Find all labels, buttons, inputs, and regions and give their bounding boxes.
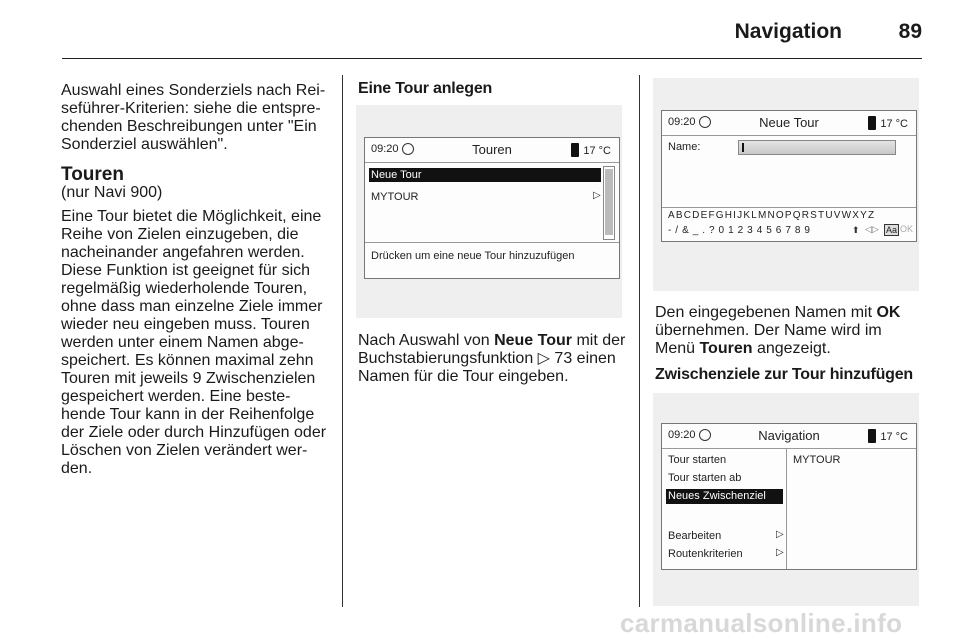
screen-temperature: 17 °C (868, 116, 908, 130)
ok-key: OK (900, 224, 914, 234)
page-title: Navigation (734, 20, 842, 43)
screen-scrollbar (603, 166, 615, 240)
menu-item-routenkriterien: Routenkriterien (668, 548, 743, 560)
phone-icon (868, 429, 876, 443)
body-text: Eine Tour bietet die Möglichkeit, eine Reihe von Zielen einzugeben, die nacheinander angefahren werden. Diese Funktion ist geeignet für sich regelmäßig wiederholende Touren, ohne dass man einzelne Ziele immer wieder neu eingeben muss. Touren werden unter einem Namen abgespeichert. Es können maximal zehn Touren mit jeweils 9 Zwischenzielen gespeichert werden. Eine bestehende Tour kann in der Reihenfolge der Ziele oder durch Hinzufügen oder Löschen von Zielen verändert werden. (61, 208, 327, 477)
page-header (62, 18, 922, 59)
screen-image-touren (356, 105, 622, 318)
middle-column (358, 80, 628, 98)
section-heading-touren: Touren (61, 164, 124, 185)
name-input-field (738, 140, 896, 155)
left-column (61, 82, 329, 478)
tour-name-label: MYTOUR (793, 454, 841, 466)
intro-text: Auswahl eines Sonderziels nach Reiseführer-Kriterien: siehe die entsprechenden Beschreibungen unter "Ein Sonderziel auswählen". (61, 82, 326, 153)
chevron-right-icon: ▷ (593, 190, 601, 201)
menu-item-neues-zwischenziel: Neues Zwischenziel (668, 490, 766, 502)
screen-navigation (661, 423, 917, 570)
menu-item-tour-starten-ab: Tour starten ab (668, 472, 742, 484)
right-text-block (655, 304, 921, 384)
column-divider (639, 75, 640, 607)
screen-neue-tour (661, 110, 917, 242)
right-paragraph: Den eingegebenen Namen mit OK übernehmen. Der Name wird im Menü Touren angezeigt. (655, 304, 901, 357)
watermark: carmanualsonline.info (620, 608, 903, 638)
menu-item-tour-starten: Tour starten (668, 454, 727, 466)
chevron-right-icon: ▷ (776, 547, 784, 558)
cursor-arrows-icon: ◁▷ (865, 224, 879, 234)
screen-status-bar (365, 138, 619, 163)
page-number: 89 (898, 20, 922, 43)
screen-temperature: 17 °C (868, 429, 908, 443)
screen-touren (364, 137, 620, 279)
column-divider (342, 75, 343, 607)
screen-hint-text: Drücken um eine neue Tour hinzuzufügen (371, 250, 575, 262)
screen-image-navigation (653, 393, 919, 606)
phone-icon (868, 116, 876, 130)
subheading-eine-tour-anlegen: Eine Tour anlegen (358, 80, 493, 97)
up-arrow-icon: ⬆ (852, 225, 860, 235)
screen-title: Navigation (758, 428, 820, 443)
keyboard-symbols-row: - / & _ . ? 0 1 2 3 4 5 6 7 8 9 (668, 225, 811, 236)
screen-title: Neue Tour (759, 115, 819, 130)
screen-status-bar (662, 111, 916, 136)
menu-item-neue-tour: Neue Tour (371, 169, 422, 181)
chevron-right-icon: ▷ (776, 529, 784, 540)
screen-time: 09:20 (668, 429, 711, 441)
scrollbar-thumb (605, 169, 613, 235)
screen-image-neue-tour (653, 78, 919, 291)
menu-item-mytour: MYTOUR (371, 191, 419, 203)
screen-status-bar (662, 424, 916, 449)
screen-time: 09:20 (668, 116, 711, 128)
note-text: (nur Navi 900) (61, 184, 163, 201)
keyboard-letters-row: ABCDEFGHIJKLMNOPQRSTUVWXYZ (668, 210, 876, 221)
case-toggle-key: Aa (886, 225, 898, 235)
screen-divider (365, 242, 619, 243)
menu-item-bearbeiten: Bearbeiten (668, 530, 722, 542)
screen-title: Touren (472, 142, 512, 157)
screen-divider (662, 207, 916, 208)
screen-time: 09:20 (371, 143, 414, 155)
subheading-zwischenziele: Zwischenziele zur Tour hinzufügen (655, 366, 914, 383)
middle-paragraph: Nach Auswahl von Neue Tour mit der Buchstabierungsfunktion ▷ 73 einen Namen für die Tour eingeben. (358, 332, 626, 385)
screen-split-divider (786, 448, 787, 569)
name-label: Name: (668, 141, 701, 153)
screen-temperature: 17 °C (571, 143, 611, 157)
text-cursor (742, 143, 744, 152)
phone-icon (571, 143, 579, 157)
middle-text-block (358, 332, 630, 386)
